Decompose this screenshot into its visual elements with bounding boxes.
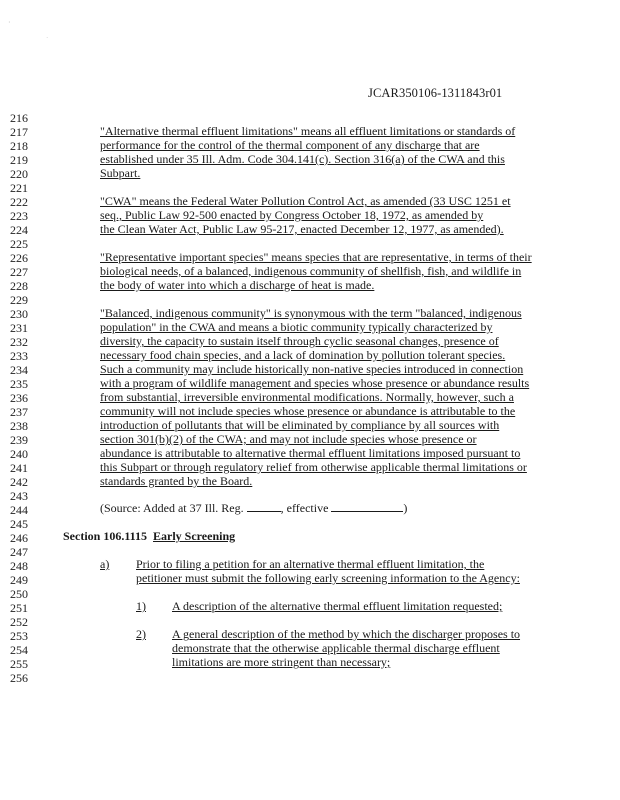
line-number: 238 — [10, 419, 28, 433]
definition-line: introduction of pollutants that will be eliminated by compliance by all sources with — [100, 418, 500, 432]
line-number: 220 — [10, 167, 28, 181]
definition-line: standards granted by the Board. — [100, 474, 253, 488]
line-number: 243 — [10, 489, 28, 503]
register-blank — [247, 501, 281, 512]
line-number: 254 — [10, 643, 28, 657]
definition-line: "Alternative thermal effluent limitations" means all effluent limitations or standards of — [100, 124, 516, 138]
line-number: 245 — [10, 517, 28, 531]
line-number: 216 — [10, 111, 28, 125]
line-number: 222 — [10, 195, 28, 209]
definition-line: the Clean Water Act, Public Law 95-217, enacted December 12, 1977, as amended). — [100, 222, 504, 236]
definition-line: necessary food chain species, and a lack of domination by pollution tolerant species. — [100, 348, 506, 362]
definition-line: Such a community may include historically non-native species introduced in connection — [100, 362, 524, 376]
line-number: 249 — [10, 573, 28, 587]
line-number: 241 — [10, 461, 28, 475]
definition-line: from substantial, irreversible environmental modifications. Normally, however, such a — [100, 390, 514, 404]
item-label: 1) — [136, 599, 146, 613]
source-prefix: (Source: Added at 37 Ill. Reg. — [100, 501, 247, 515]
item-line: A general description of the method by which the discharger proposes to — [172, 627, 521, 641]
definition-line: performance for the control of the thermal component of any discharge that are — [100, 138, 480, 152]
definition-line: the body of water into which a discharge of heat is made. — [100, 278, 375, 292]
line-number: 250 — [10, 587, 28, 601]
line-number: 242 — [10, 475, 28, 489]
item-label: 2) — [136, 627, 146, 641]
line-number: 244 — [10, 503, 28, 517]
definition-line: abundance is attributable to alternative thermal effluent limitations imposed pursuant to — [100, 446, 521, 460]
item-line: limitations are more stringent than necessary; — [172, 655, 391, 669]
line-number: 233 — [10, 349, 28, 363]
document-id: JCAR350106-1311843r01 — [368, 86, 503, 100]
line-number: 225 — [10, 237, 28, 251]
definition-line: community will not include species whose presence or abundance is attributable to the — [100, 404, 516, 418]
definition-line: seq., Public Law 92-500 enacted by Congress October 18, 1972, as amended by — [100, 208, 484, 222]
scan-mark: · — [46, 34, 49, 42]
line-number: 235 — [10, 377, 28, 391]
line-number: 251 — [10, 601, 28, 615]
line-number: 223 — [10, 209, 28, 223]
line-number: 237 — [10, 405, 28, 419]
line-number: 248 — [10, 559, 28, 573]
source-middle: , effective — [280, 501, 332, 515]
line-number: 218 — [10, 139, 28, 153]
line-number: 227 — [10, 265, 28, 279]
line-number: 221 — [10, 181, 28, 195]
definition-line: Subpart. — [100, 166, 141, 180]
line-number: 234 — [10, 363, 28, 377]
subsection-line: Prior to filing a petition for an alternative thermal effluent limitation, the — [136, 557, 485, 571]
line-number: 253 — [10, 629, 28, 643]
definition-line: this Subpart or through regulatory relief from otherwise applicable thermal limitations or — [100, 460, 527, 474]
item-line: A description of the alternative thermal effluent limitation requested; — [172, 599, 503, 613]
line-number: 236 — [10, 391, 28, 405]
line-number: 228 — [10, 279, 28, 293]
line-number: 219 — [10, 153, 28, 167]
line-number: 231 — [10, 321, 28, 335]
line-number: 224 — [10, 223, 28, 237]
section-title: Early Screening — [153, 529, 236, 543]
definition-line: "Balanced, indigenous community" is synonymous with the term "balanced, indigenous — [100, 306, 522, 320]
source-suffix: ) — [403, 501, 408, 515]
line-number: 239 — [10, 433, 28, 447]
definition-line: biological needs, of a balanced, indigenous community of shellfish, fish, and wildlife in — [100, 264, 522, 278]
definition-line: established under 35 Ill. Adm. Code 304.141(c). Section 316(a) of the CWA and this — [100, 152, 505, 166]
line-number: 246 — [10, 531, 28, 545]
line-number: 247 — [10, 545, 28, 559]
line-number: 229 — [10, 293, 28, 307]
section-heading — [63, 529, 235, 543]
line-number: 256 — [10, 671, 28, 685]
subsection-line: petitioner must submit the following early screening information to the Agency: — [136, 571, 520, 585]
definition-line: diversity, the capacity to sustain itself through cyclic seasonal changes, presence of — [100, 334, 499, 348]
effective-date-blank — [331, 501, 403, 512]
definition-line: population" in the CWA and means a biotic community typically characterized by — [100, 320, 493, 334]
line-number: 226 — [10, 251, 28, 265]
line-number: 230 — [10, 307, 28, 321]
section-number: Section 106.1115 — [63, 529, 148, 543]
definition-line: section 301(b)(2) of the CWA; and may not include species whose presence or — [100, 432, 477, 446]
line-number: 255 — [10, 657, 28, 671]
definition-line: "CWA" means the Federal Water Pollution Control Act, as amended (33 USC 1251 et — [100, 194, 511, 208]
line-number: 240 — [10, 447, 28, 461]
line-number: 252 — [10, 615, 28, 629]
item-line: demonstrate that the otherwise applicable thermal discharge effluent — [172, 641, 500, 655]
line-number: 232 — [10, 335, 28, 349]
line-number: 217 — [10, 125, 28, 139]
subsection-label: a) — [100, 557, 110, 571]
definition-line: "Representative important species" means species that are representative, in terms of their — [100, 250, 532, 264]
definition-line: with a program of wildlife management and species whose presence or abundance results — [100, 376, 530, 390]
source-note — [100, 501, 407, 515]
scan-mark: · — [8, 18, 11, 27]
